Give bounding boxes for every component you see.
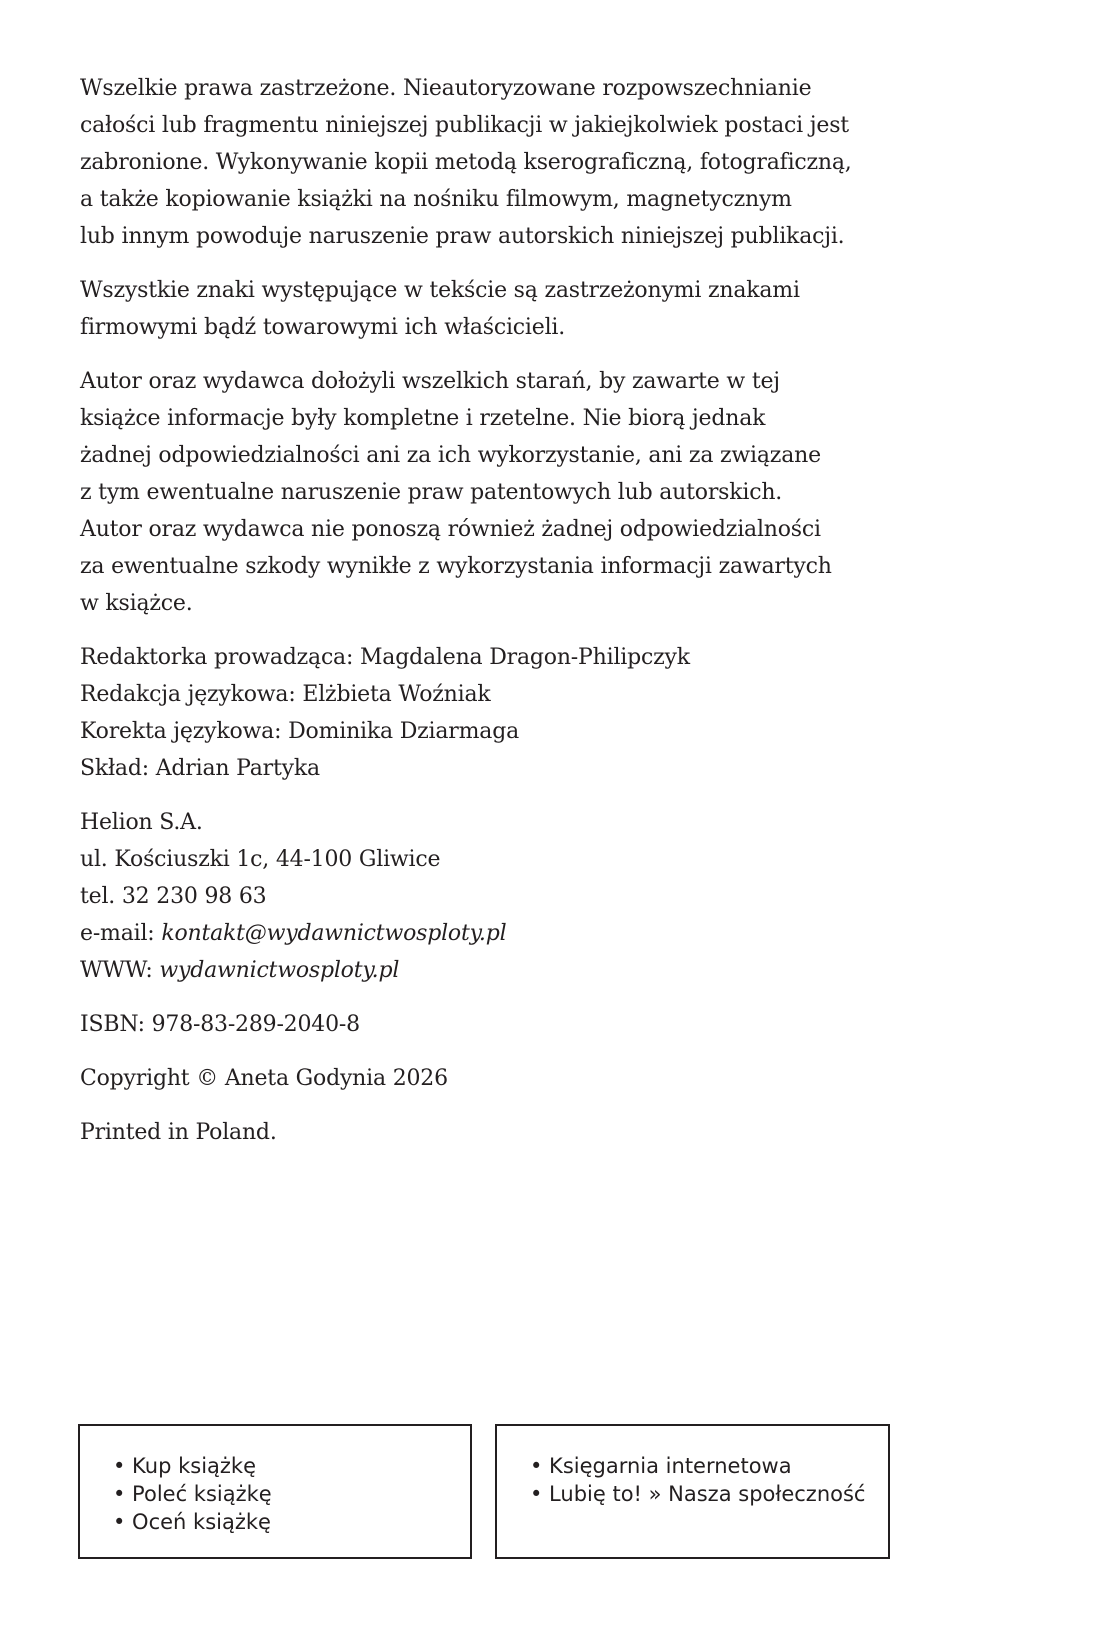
isbn-text: ISBN: 978-83-289-2040-8 — [80, 1012, 360, 1037]
www-link[interactable]: wydawnictwosploty.pl — [159, 958, 400, 983]
www-label: WWW: — [80, 958, 160, 983]
text-column — [80, 70, 930, 1168]
rights-notice-line: a także kopiowanie książki na nośniku filmowym, magnetycznym — [80, 187, 792, 212]
online-bookstore-link[interactable]: • Księgarnia internetowa — [530, 1454, 792, 1478]
credit-proofreader: Korekta językowa: Dominika Dziarmaga — [80, 719, 519, 744]
recommend-book-link[interactable]: • Poleć książkę — [113, 1482, 272, 1506]
printed-in-text: Printed in Poland. — [80, 1120, 277, 1145]
publisher-address: ul. Kościuszki 1c, 44-100 Gliwice — [80, 847, 441, 872]
credit-language-editor: Redakcja językowa: Elżbieta Woźniak — [80, 682, 491, 707]
liability-notice — [80, 363, 930, 622]
copyright-text: Copyright © Aneta Godynia 2026 — [80, 1066, 448, 1091]
publisher-www-row — [80, 952, 930, 989]
buy-book-link[interactable]: • Kup książkę — [113, 1454, 257, 1478]
liability-notice-line: w książce. — [80, 591, 193, 616]
liability-notice-line: Autor oraz wydawca nie ponoszą również żadnej odpowiedzialności — [80, 517, 821, 542]
credit-editor: Redaktorka prowadząca: Magdalena Dragon-Philipczyk — [80, 645, 690, 670]
credit-typesetter: Skład: Adrian Partyka — [80, 756, 320, 781]
publisher-phone: tel. 32 230 98 63 — [80, 884, 267, 909]
trademark-notice-line: Wszystkie znaki występujące w tekście są zastrzeżonymi znakami — [80, 278, 800, 303]
rights-notice-line: lub innym powoduje naruszenie praw autorskich niniejszej publikacji. — [80, 224, 845, 249]
printed-in — [80, 1114, 930, 1151]
book-actions-list — [113, 1452, 272, 1536]
liability-notice-line: żadnej odpowiedzialności ani za ich wykorzystanie, ani za związane — [80, 443, 821, 468]
community-links-list — [530, 1452, 865, 1508]
rights-notice-line: całości lub fragmentu niniejszej publikacji w jakiejkolwiek postaci jest — [80, 113, 849, 138]
email-label: e-mail: — [80, 921, 162, 946]
isbn — [80, 1006, 930, 1043]
liability-notice-line: książce informacje były kompletne i rzetelne. Nie biorą jednak — [80, 406, 766, 431]
liability-notice-line: z tym ewentualne naruszenie praw patentowych lub autorskich. — [80, 480, 783, 505]
rate-book-link[interactable]: • Oceń książkę — [113, 1510, 271, 1534]
rights-notice-line: Wszelkie prawa zastrzeżone. Nieautoryzowane rozpowszechnianie — [80, 76, 812, 101]
email-link[interactable]: kontakt@wydawnictwosploty.pl — [161, 921, 507, 946]
trademark-notice — [80, 272, 930, 346]
book-actions-box — [78, 1424, 472, 1559]
publisher-info — [80, 804, 930, 989]
liability-notice-line: Autor oraz wydawca dołożyli wszelkich starań, by zawarte w tej — [80, 369, 780, 394]
publisher-name: Helion S.A. — [80, 810, 203, 835]
community-link[interactable]: • Lubię to! » Nasza społeczność — [530, 1482, 866, 1506]
trademark-notice-line: firmowymi bądź towarowymi ich właścicieli. — [80, 315, 566, 340]
copyright — [80, 1060, 930, 1097]
community-links-box — [495, 1424, 890, 1559]
liability-notice-line: za ewentualne szkody wynikłe z wykorzystania informacji zawartych — [80, 554, 832, 579]
rights-notice-line: zabronione. Wykonywanie kopii metodą kserograficzną, fotograficzną, — [80, 150, 852, 175]
rights-notice — [80, 70, 930, 255]
publisher-email-row — [80, 915, 930, 952]
credits — [80, 639, 930, 787]
